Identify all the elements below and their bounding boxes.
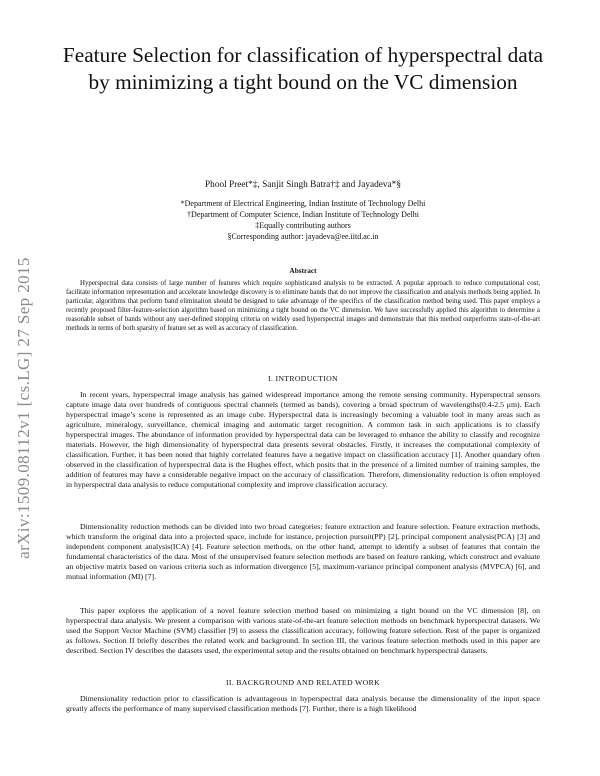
arxiv-identifier: arXiv:1509.08112v1 [cs.LG] 27 Sep 2015 <box>14 257 33 559</box>
section-heading-background: II. BACKGROUND AND RELATED WORK <box>225 678 381 687</box>
affiliation-equal-contribution: ‡Equally contributing authors <box>255 221 351 230</box>
affiliation-cs: †Department of Computer Science, Indian Institute of Technology Delhi <box>187 210 419 219</box>
abstract-text: Hyperspectral data consists of large number of features which require sophisticated analysis to be extracted. A popular approach to reduce computational cost, facilitate information representation and accelerate knowledge discovery is to eliminate bands that do not improve the classification and analysis methods being applied. In particular, algorithms that perform band elimination should be designed to take advantage of the specifics of the classification method being used. This paper employs a recently proposed filter-feature-selection algorithm based on minimizing a tight bound on the VC dimension. We have successfully applied this algorithm to determine a reasonable subset of bands without any user-defined stopping criteria on widely used hyperspectral images and demonstrate that this method outperforms state-of-the-art methods in terms of both sparsity of feature set as well as accuracy of classification. <box>66 280 540 332</box>
affiliation-corresponding-author: §Corresponding author: jayadeva@ee.iitd.ac.in <box>227 232 379 241</box>
affiliation-ee: *Department of Electrical Engineering, Indian Institute of Technology Delhi <box>180 199 426 208</box>
background-paragraph-1: Dimensionality reduction prior to classification is advantageous in hyperspectral data analysis because the dimensionality of the input space greatly affects the performance of many supervised classification methods [7]. Further, there is a high likelihood <box>66 694 540 713</box>
affiliation-list <box>66 198 540 242</box>
arxiv-stamp <box>9 198 39 618</box>
author-list: Phool Preet*‡, Sanjit Singh Batra†‡ and Jayadeva*§ <box>205 180 401 190</box>
abstract-heading: Abstract <box>289 266 317 275</box>
section-heading-introduction: I. INTRODUCTION <box>268 374 338 383</box>
paper-title: Feature Selection for classification of hyperspectral data by minimizing a tight bound on the VC dimension <box>62 43 544 94</box>
intro-paragraph-3: This paper explores the application of a novel feature selection method based on minimizing a tight bound on the VC dimension [8], on hyperspectral data analysis. We present a comparison with various state-of-the-art feature selection methods on benchmark hyperspectral datasets. We used the Support Vector Machine (SVM) classifier [9] to assess the classification accuracy, following feature selection. Rest of the paper is organized as follows. Section II briefly describes the related work and background. In section III, the various feature selection methods used in this paper are described. Section IV describes the datasets used, the experimental setup and the results obtained on benchmark hyperspectral datasets. <box>66 606 540 655</box>
intro-paragraph-2: Dimensionality reduction methods can be divided into two broad categories: feature extraction and feature selection. Feature extraction methods, which transform the original data into a projected space, include for instance, projection pursuit(PP) [2], principal component analysis(PCA) [3] and independent component analysis(ICA) [4]. Feature selection methods, on the other hand, attempt to identify a subset of features that contain the fundamental characteristics of the data. Most of the unsupervised feature selection methods are based on feature ranking, which construct and evaluate an objective matrix based on various criteria such as information divergence [5], maximum-variance principal component analysis (MVPCA) [6], and mutual information (MI) [7]. <box>66 522 540 581</box>
intro-paragraph-1: In recent years, hyperspectral image analysis has gained widespread importance among the remote sensing community. Hyperspectral sensors capture image data over hundreds of contiguous spectral channels (termed as bands), covering a broad spectrum of wavelengths(0.4-2.5 μm). Each hyperspectral image’s scene is represented as an image cube. Hyperspectral data is increasingly becoming a valuable tool in many areas such as agriculture, mineralogy, surveillance, chemical imaging and automatic target recognition. A common task in such applications is to classify hyperspectral images. The abundance of information provided by hyperspectral data can be leveraged to enhance the ability to classify and recognize materials. However, the high dimensionality of hyperspectral data presents several obstacles. Firstly, it increases the computational complexity of classification. Further, it has been noted that highly correlated features have a negative impact on classification accuracy [1]. Another quandary often observed in the classification of hyperspectral data is the Hughes effect, which posits that in the presence of a limited number of training samples, the addition of features may have a considerable negative impact on the accuracy of classification. Therefore, dimensionality reduction is often employed in hyperspectral data analysis to reduce computational complexity and improve classification accuracy. <box>66 390 540 489</box>
